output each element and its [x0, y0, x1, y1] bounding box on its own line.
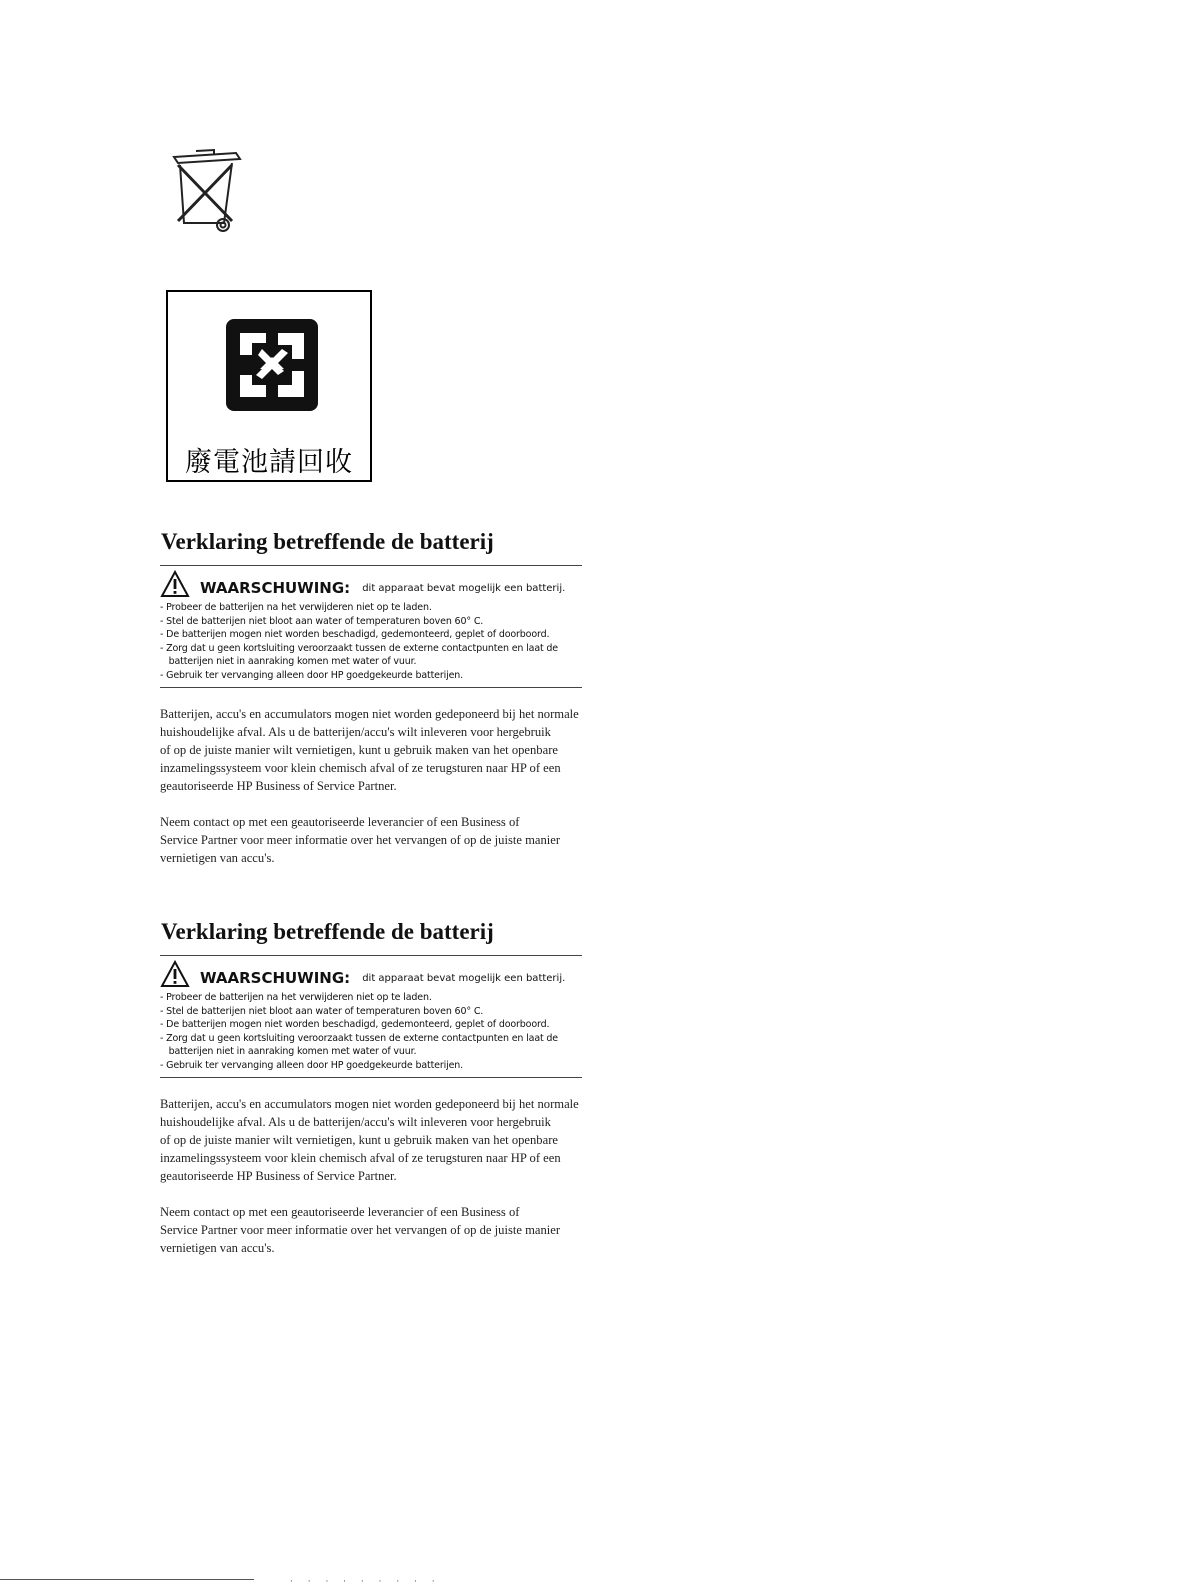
list-item: - De batterijen mogen niet worden beschadigd, gedemonteerd, geplet of doorboord.: [160, 1019, 550, 1031]
battery-statement-section: [160, 918, 585, 1257]
contact-paragraph: Neem contact op met een geautoriseerde leverancier of een Business of Service Partner voor meer informatie over het vervangen of op de juiste manier vernietigen van accu's.: [160, 1204, 561, 1255]
contact-paragraph: Neem contact op met een geautoriseerde leverancier of een Business of Service Partner voor meer informatie over het vervangen of op de juiste manier vernietigen van accu's.: [160, 814, 561, 865]
recycle-label: 廢電池請回收: [185, 447, 353, 478]
list-item: - Gebruik ter vervanging alleen door HP goedgekeurde batterijen.: [160, 669, 464, 681]
footer-fragment: · · · · · · · · ·: [290, 1577, 441, 1587]
warning-description: dit apparaat bevat mogelijk een batterij.: [362, 583, 566, 594]
list-item: batterijen niet in aanraking komen met water of vuur.: [160, 1046, 417, 1058]
disposal-paragraph: Batterijen, accu's en accumulators mogen niet worden gedeponeerd bij het normale huishoudelijke afval. Als u de batterijen/accu's wilt inleveren voor hergebruik of op de juiste manier wilt vernietigen, kunt u gebruik maken van het openbare inzamelingssysteem voor klein chemisch afval of ze terugsturen naar HP of een geautoriseerde HP Business of Service Partner.: [160, 706, 579, 794]
list-item: - Stel de batterijen niet bloot aan water of temperaturen boven 60° C.: [160, 615, 484, 627]
battery-recycling-mark: [166, 290, 372, 482]
warning-list: [160, 991, 582, 1073]
list-item: - De batterijen mogen niet worden beschadigd, gedemonteerd, geplet of doorboord.: [160, 629, 550, 641]
warning-box: [160, 565, 582, 688]
battery-statement-section: [160, 528, 585, 867]
footer-rule: [0, 1579, 254, 1580]
list-item: - Gebruik ter vervanging alleen door HP goedgekeurde batterijen.: [160, 1059, 464, 1071]
warning-box: [160, 955, 582, 1078]
section-title: Verklaring betreffende de batterij: [161, 919, 494, 944]
section-title: Verklaring betreffende de batterij: [161, 529, 494, 554]
list-item: - Stel de batterijen niet bloot aan water of temperaturen boven 60° C.: [160, 1005, 484, 1017]
warning-triangle-icon: [160, 570, 190, 598]
warning-triangle-icon: [160, 960, 190, 988]
disposal-paragraph: Batterijen, accu's en accumulators mogen niet worden gedeponeerd bij het normale huishoudelijke afval. Als u de batterijen/accu's wilt inleveren voor hergebruik of op de juiste manier wilt vernietigen, kunt u gebruik maken van het openbare inzamelingssysteem voor klein chemisch afval of ze terugsturen naar HP of een geautoriseerde HP Business of Service Partner.: [160, 1096, 579, 1184]
weee-bin-icon: [166, 143, 246, 235]
list-item: batterijen niet in aanraking komen met water of vuur.: [160, 656, 417, 668]
list-item: - Probeer de batterijen na het verwijderen niet op te laden.: [160, 992, 432, 1003]
warning-list: [160, 601, 582, 683]
list-item: - Zorg dat u geen kortsluiting veroorzaakt tussen de externe contactpunten en laat de: [160, 642, 559, 654]
warning-label: WAARSCHUWING:: [200, 579, 351, 597]
list-item: - Probeer de batterijen na het verwijderen niet op te laden.: [160, 602, 432, 613]
list-item: - Zorg dat u geen kortsluiting veroorzaakt tussen de externe contactpunten en laat de: [160, 1032, 559, 1044]
warning-label: WAARSCHUWING:: [200, 969, 351, 987]
warning-description: dit apparaat bevat mogelijk een batterij.: [362, 973, 566, 984]
recycle-arrows-icon: [226, 319, 318, 411]
